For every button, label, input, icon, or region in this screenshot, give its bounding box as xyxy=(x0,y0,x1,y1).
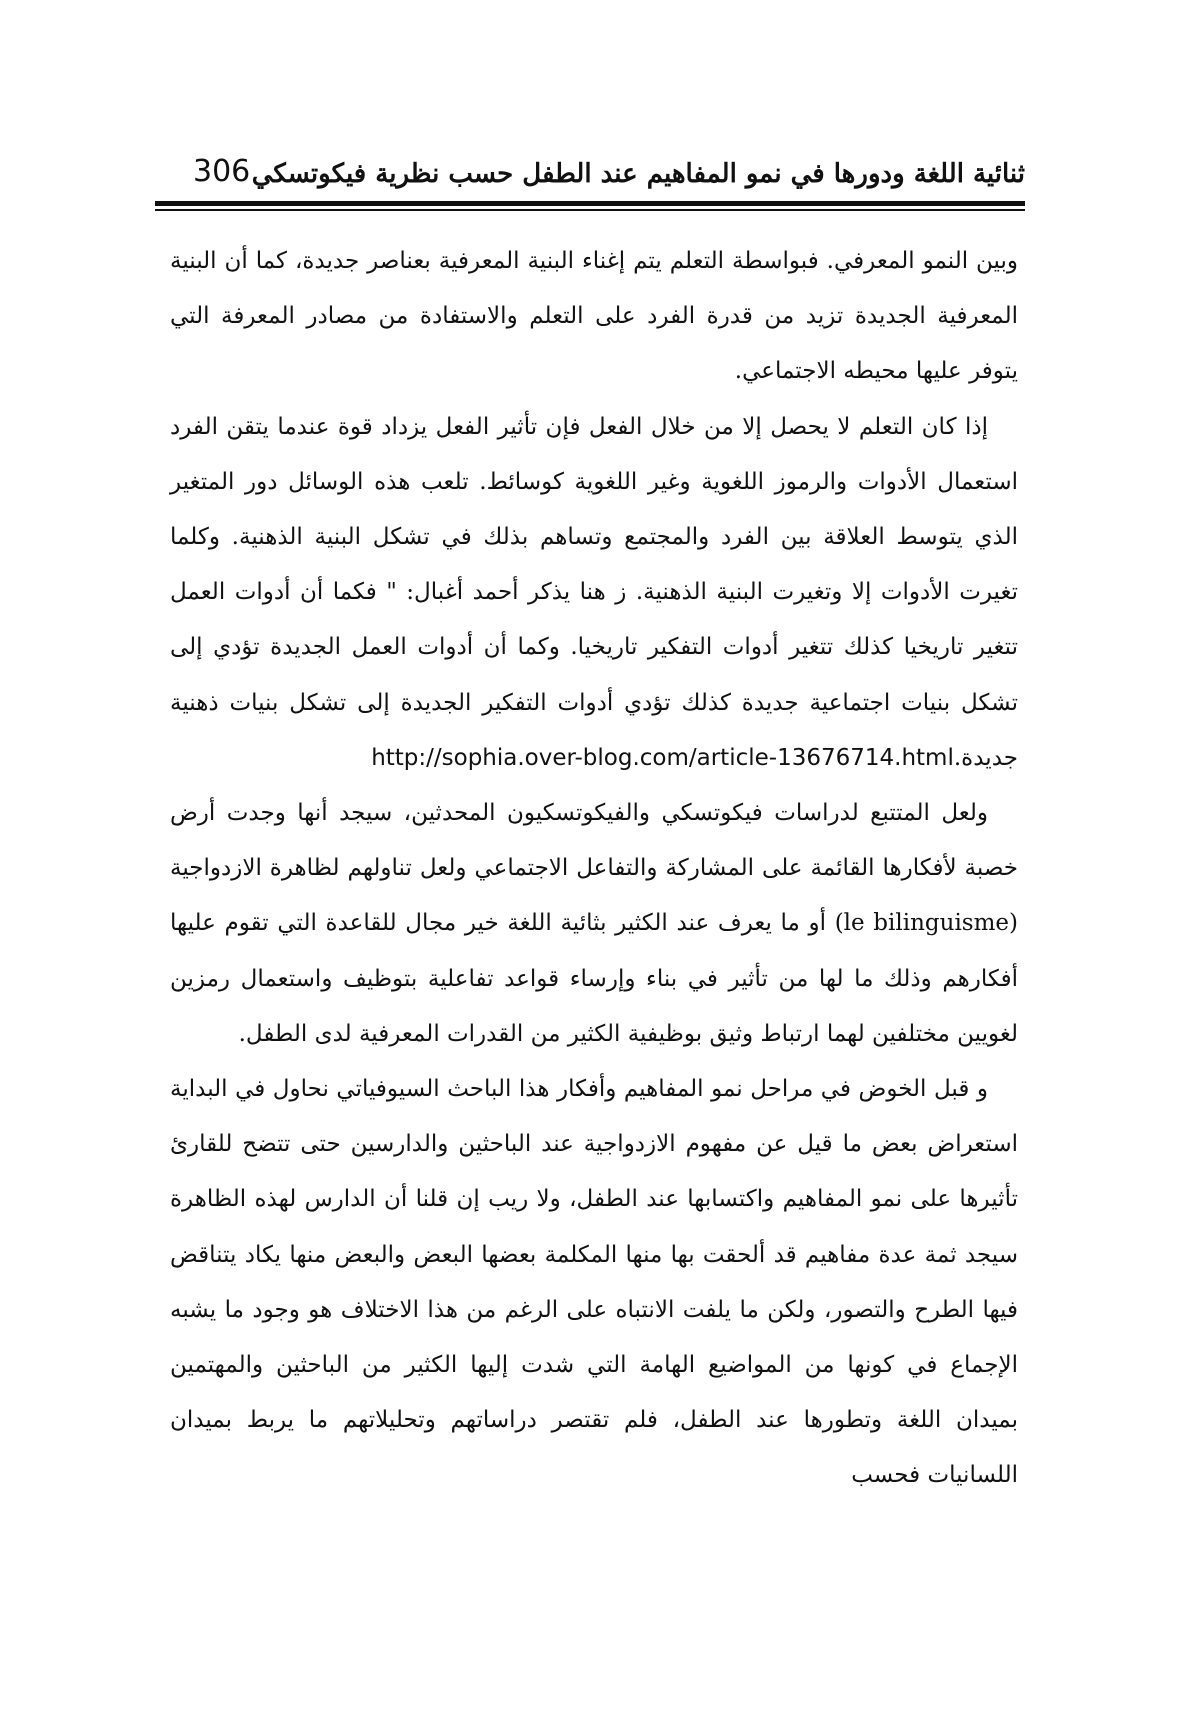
header-rule-thin xyxy=(155,209,1025,211)
page-number: 306 xyxy=(193,154,251,189)
paragraph-1: وبين النمو المعرفي. فبواسطة التعلم يتم إغناء البنية المعرفية بعناصر جديدة، كما أن البنية المعرفية الجديدة تزيد من قدرة الفرد على التعلم والاستفادة من مصادر المعرفة التي يتوفر عليها محيطه الاجتماعي. xyxy=(170,248,1018,385)
header-rule-thick xyxy=(155,201,1025,206)
running-title: ثنائية اللغة ودورها في نمو المفاهيم عند الطفل حسب نظرية فيكوتسكي xyxy=(251,159,1025,189)
body-text xyxy=(170,234,1018,1504)
paragraph-3: ولعل المتتبع لدراسات فيكوتسكي والفيكوتسكيون المحدثين، سيجد أنها وجدت أرض خصبة لأفكارها القائمة على المشاركة والتفاعل الاجتماعي ولعل تناولهم لظاهرة الازدواجية (le bilinguisme) أو ما يعرف عند الكثير بثائية اللغة خير مجال للقاعدة التي تقوم عليها أفكارهم وذلك ما لها من تأثير في بناء وإرساء قواعد تفاعلية بتوظيف واستعمال رمزين لغويين مختلفين لهما ارتباط وثيق بوظيفية الكثير من القدرات المعرفية لدى الطفل. xyxy=(170,800,1019,1047)
paragraph-4: و قبل الخوض في مراحل نمو المفاهيم وأفكار هذا الباحث السيوفياتي نحاول في البداية استعراض بعض ما قيل عن مفهوم الازدواجية عند الباحثين والدارسين حتى تتضح للقارئ تأثيرها على نمو المفاهيم واكتسابها عند الطفل، ولا ريب إن قلنا أن الدارس لهذه الظاهرة سيجد ثمة عدة مفاهيم قد ألحقت بها منها المكلمة بعضها البعض والبعض منها يكاد يتناقض فيها الطرح والتصور، ولكن ما يلفت الانتباه على الرغم من هذا الاختلاف هو وجود ما يشبه الإجماع في كونها من المواضيع الهامة التي شدت إليها الكثير من الباحثين والمهتمين بميدان اللغة وتطورها عند الطفل، فلم تقتصر دراساتهم وتحليلاتهم ما يربط بميدان اللسانيات فحسب xyxy=(170,1076,1018,1489)
paragraph-2-text: إذا كان التعلم لا يحصل إلا من خلال الفعل فإن تأثير الفعل يزداد قوة عندما يتقن الفرد استعمال الأدوات والرموز اللغوية وغير اللغوية كوسائط. تلعب هذه الوسائل دور المتغير الذي يتوسط العلاقة بين الفرد والمجتمع وتساهم بذلك في تشكل البنية الذهنية. وكلما تغيرت الأدوات إلا وتغيرت البنية الذهنية. ز هنا يذكر أحمد أغبال: " فكما أن أدوات العمل تتغير تاريخيا كذلك تتغير أدوات التفكير تاريخيا. وكما أن أدوات العمل الجديدة تؤدي إلى تشكل بنيات اجتماعية جديدة كذلك تؤدي أدوات التفكير الجديدة إلى تشكل بنيات ذهنية جديدة. xyxy=(170,413,1018,771)
page-header xyxy=(155,150,1025,200)
paragraph-2 xyxy=(170,400,1018,786)
source-url-link[interactable]: http://sophia.over-blog.com/article-13676714.html xyxy=(371,744,954,771)
